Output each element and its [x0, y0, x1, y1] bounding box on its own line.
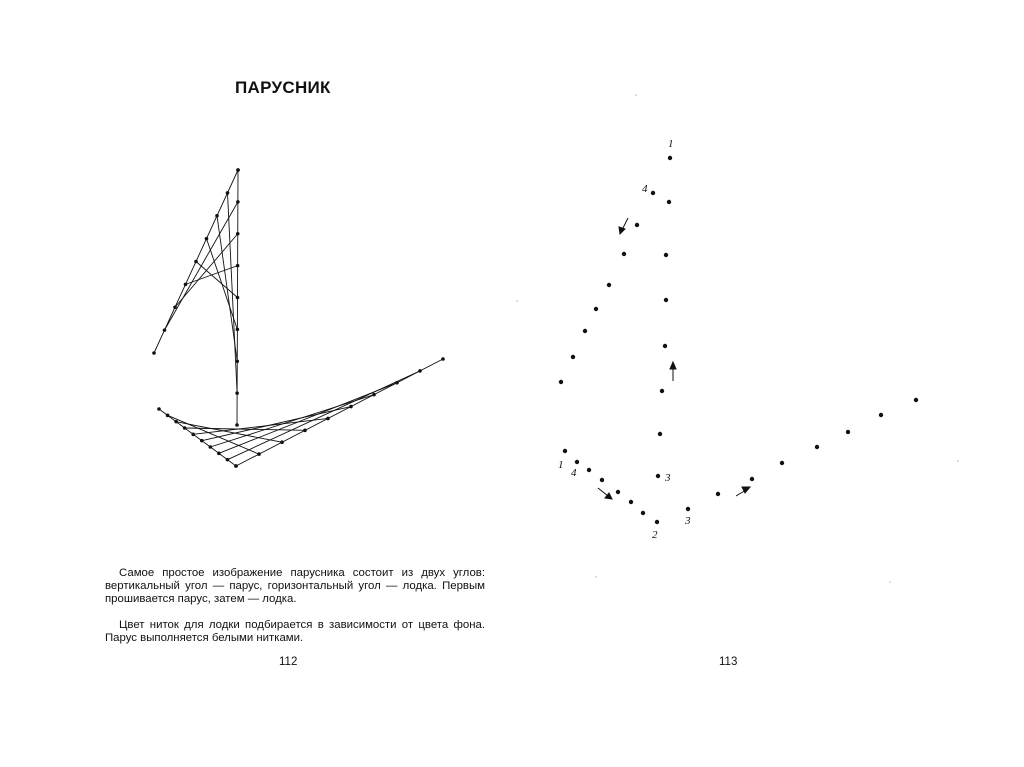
sail-label-apex: 3	[665, 472, 671, 484]
pattern-dot	[815, 445, 819, 449]
pattern-dot	[641, 511, 645, 515]
pattern-dot	[667, 200, 671, 204]
direction-arrow-up	[670, 362, 676, 381]
paper-speck	[516, 300, 518, 302]
pattern-dot	[575, 460, 579, 464]
pattern-dot	[668, 156, 672, 160]
paper-speck	[957, 460, 959, 462]
pattern-dot	[559, 380, 563, 384]
pattern-dot	[846, 430, 850, 434]
paper-speck	[889, 581, 891, 583]
direction-arrow-up-right	[736, 487, 750, 496]
pattern-dot	[716, 492, 720, 496]
boat-label-left-a: 1	[558, 459, 564, 471]
pattern-dot	[780, 461, 784, 465]
pattern-dot	[651, 191, 655, 195]
pattern-dot	[563, 449, 567, 453]
pattern-dot	[750, 477, 754, 481]
pattern-dot	[607, 283, 611, 287]
pattern-dot	[622, 252, 626, 256]
pattern-dot	[914, 398, 918, 402]
paper-speck	[595, 576, 597, 578]
pattern-dot	[583, 329, 587, 333]
pattern-dot	[635, 223, 639, 227]
pattern-dot	[660, 389, 664, 393]
pattern-dot	[663, 344, 667, 348]
pattern-dot	[879, 413, 883, 417]
page-number-right: 113	[719, 656, 738, 668]
direction-arrow-down-right	[598, 488, 612, 499]
pattern-dot	[664, 298, 668, 302]
pattern-dot	[600, 478, 604, 482]
boat-label-right: 3	[685, 515, 691, 527]
sail-label-start: 1	[668, 138, 674, 150]
sail-label-end: 4	[642, 183, 648, 195]
pattern-dot	[686, 507, 690, 511]
pattern-dot	[658, 432, 662, 436]
pattern-dots	[559, 156, 918, 524]
description-paragraph: Самое простое изображение парусника состоит из двух углов: вертикальный угол — парус, горизонтальный угол — лодка. Первым прошивается парус, затем — лодка.	[105, 567, 485, 605]
direction-arrow-down-left	[619, 218, 628, 234]
paper-speck	[635, 94, 637, 96]
pattern-dot	[655, 520, 659, 524]
pattern-dot	[664, 253, 668, 257]
boat-label-left-b: 4	[571, 467, 577, 479]
pattern-dot	[594, 307, 598, 311]
pattern-dot	[629, 500, 633, 504]
pattern-dot	[571, 355, 575, 359]
pattern-dot	[587, 468, 591, 472]
boat-label-bottom: 2	[652, 529, 658, 541]
pattern-dot	[656, 474, 660, 478]
thread-color-paragraph: Цвет ниток для лодки подбирается в зависимости от цвета фона. Парус выполняется белыми нитками.	[105, 619, 485, 644]
page-title: ПАРУСНИК	[235, 78, 331, 97]
pattern-dot	[616, 490, 620, 494]
page-number-left: 112	[279, 656, 298, 668]
